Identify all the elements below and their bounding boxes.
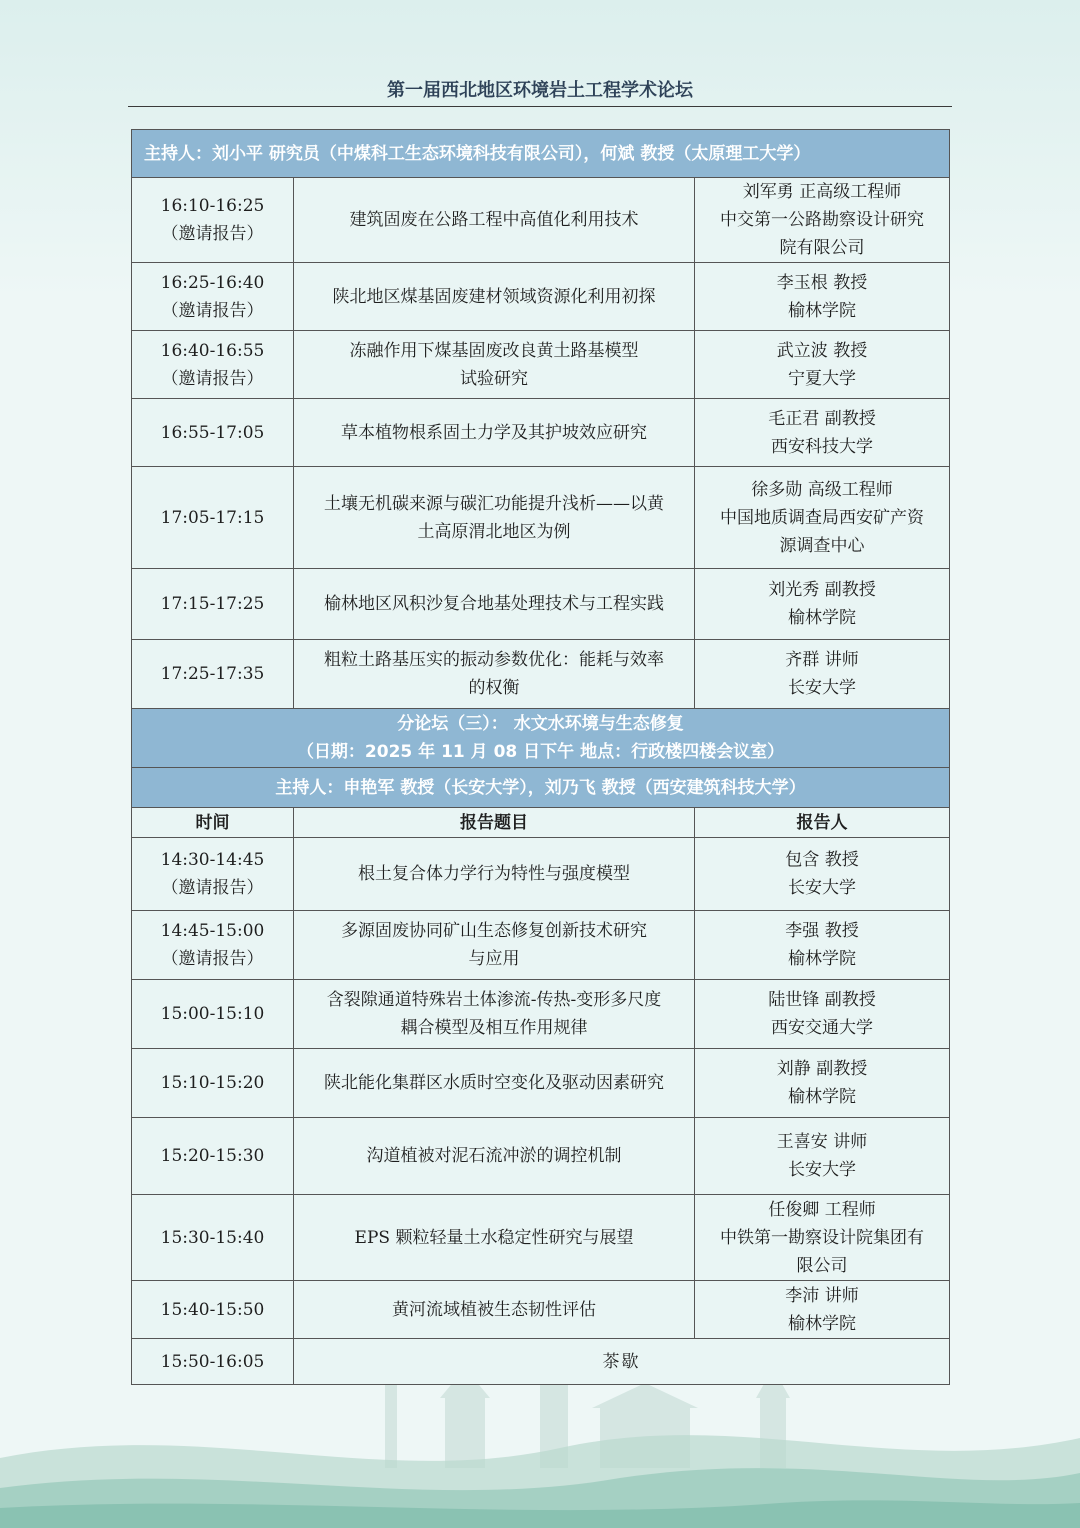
speaker-line: 榆林学院 <box>788 949 856 969</box>
speaker-cell <box>695 1049 950 1118</box>
speaker-line: 包含 教授 <box>785 850 859 870</box>
time-range: 15:40-15:50 <box>160 1299 265 1320</box>
topic-cell <box>294 399 695 467</box>
speaker-line: 李沛 讲师 <box>785 1285 859 1306</box>
speaker-cell <box>695 1195 950 1281</box>
speaker-line: 刘军勇 正高级工程师 <box>742 182 902 202</box>
speaker-line: 榆林学院 <box>788 300 856 321</box>
host-band <box>132 130 950 178</box>
speaker-line: 王喜安 讲师 <box>776 1132 868 1152</box>
time-range: 17:25-17:35 <box>160 664 265 684</box>
topic-line: 陕北地区煤基固废建材领域资源化利用初探 <box>332 286 656 307</box>
speaker-line: 中国地质调查局西安矿产资 <box>720 507 924 528</box>
topic-cell <box>294 838 695 911</box>
time-cell <box>132 1049 294 1118</box>
speaker-line: 源调查中心 <box>779 535 865 556</box>
break-label: 茶歇 <box>294 1339 950 1385</box>
speaker-cell <box>695 178 950 263</box>
speaker-line: 西安交通大学 <box>771 1018 873 1038</box>
topic-line: 耦合模型及相互作用规律 <box>400 1018 588 1038</box>
topic-line: 土高原渭北地区为例 <box>417 521 571 542</box>
topic-cell <box>294 640 695 709</box>
topic-cell <box>294 331 695 399</box>
speaker-line: 院有限公司 <box>779 238 865 258</box>
forum-band-cell <box>132 709 950 768</box>
topic-line: 黄河流域植被生态韧性评估 <box>392 1299 596 1320</box>
table-row <box>132 911 950 980</box>
topic-line: 试验研究 <box>460 368 528 389</box>
topic-cell <box>294 1281 695 1339</box>
time-cell <box>132 911 294 980</box>
host-band-forum3 <box>132 768 950 808</box>
time-range: 15:30-15:40 <box>160 1227 265 1248</box>
invited-tag: （邀请报告） <box>161 224 264 244</box>
table-row <box>132 467 950 569</box>
column-header-row <box>132 808 950 838</box>
speaker-line: 长安大学 <box>788 1160 856 1180</box>
speaker-line: 长安大学 <box>788 878 856 898</box>
time-cell <box>132 399 294 467</box>
topic-line: 含裂隙通道特殊岩土体渗流-传热-变形多尺度 <box>326 990 662 1010</box>
topic-line: 冻融作用下煤基固废改良黄土路基模型 <box>349 340 639 361</box>
time-range: 16:10-16:25 <box>160 196 265 216</box>
speaker-line: 齐群 讲师 <box>785 650 859 670</box>
speaker-cell <box>695 569 950 640</box>
speaker-line: 限公司 <box>796 1255 848 1276</box>
speaker-cell <box>695 331 950 399</box>
topic-cell <box>294 1195 695 1281</box>
speaker-line: 刘静 副教授 <box>776 1059 868 1079</box>
time-cell <box>132 640 294 709</box>
table-row <box>132 569 950 640</box>
table-row <box>132 263 950 331</box>
speaker-cell <box>695 911 950 980</box>
table-row <box>132 1281 950 1339</box>
topic-line: 沟道植被对泥石流冲淤的调控机制 <box>366 1146 622 1166</box>
speaker-line: 宁夏大学 <box>788 368 856 389</box>
time-range: 17:05-17:15 <box>160 507 265 528</box>
speaker-line: 榆林学院 <box>788 608 856 628</box>
document-header-title: 第一届西北地区环境岩土工程学术论坛 <box>128 74 952 107</box>
host-band-cell <box>132 130 950 178</box>
speaker-line: 中铁第一勘察设计院集团有 <box>720 1227 924 1248</box>
column-header-time: 时间 <box>132 808 294 838</box>
speaker-line: 李玉根 教授 <box>776 272 868 293</box>
topic-line: 陕北能化集群区水质时空变化及驱动因素研究 <box>324 1073 664 1093</box>
topic-line: 土壤无机碳来源与碳汇功能提升浅析——以黄 <box>324 493 664 514</box>
time-range: 15:10-15:20 <box>160 1073 265 1093</box>
invited-tag: （邀请报告） <box>161 368 264 389</box>
speaker-cell <box>695 399 950 467</box>
topic-line: EPS 颗粒轻量土水稳定性研究与展望 <box>354 1227 634 1248</box>
topic-cell <box>294 178 695 263</box>
time-cell <box>132 178 294 263</box>
speaker-line: 毛正君 副教授 <box>768 408 876 429</box>
time-range: 15:20-15:30 <box>160 1146 265 1166</box>
table-row <box>132 178 950 263</box>
topic-cell <box>294 911 695 980</box>
time-cell <box>132 263 294 331</box>
speaker-line: 武立波 教授 <box>776 340 868 361</box>
topic-line: 建筑固废在公路工程中高值化利用技术 <box>349 210 639 230</box>
time-range: 16:25-16:40 <box>160 272 265 293</box>
speaker-cell <box>695 1118 950 1195</box>
table-row <box>132 399 950 467</box>
topic-line: 根土复合体力学行为特性与强度模型 <box>358 864 630 884</box>
topic-line: 与应用 <box>468 949 520 969</box>
topic-cell <box>294 980 695 1049</box>
topic-cell <box>294 569 695 640</box>
speaker-cell <box>695 263 950 331</box>
table-row <box>132 838 950 911</box>
time-cell <box>132 980 294 1049</box>
table-row <box>132 1049 950 1118</box>
speaker-line: 中交第一公路勘察设计研究 <box>720 210 924 230</box>
invited-tag: （邀请报告） <box>161 949 264 969</box>
schedule-table <box>131 129 950 1385</box>
speaker-line: 徐多勋 高级工程师 <box>751 479 893 500</box>
speaker-cell <box>695 980 950 1049</box>
speaker-line: 西安科技大学 <box>771 436 873 457</box>
host-band-forum3-cell <box>132 768 950 808</box>
speaker-line: 陆世锋 副教授 <box>768 990 876 1010</box>
table-row <box>132 1118 950 1195</box>
topic-cell <box>294 1049 695 1118</box>
speaker-line: 榆林学院 <box>788 1087 856 1107</box>
speaker-cell <box>695 467 950 569</box>
topic-line: 多源固废协同矿山生态修复创新技术研究 <box>341 921 647 941</box>
time-cell <box>132 1281 294 1339</box>
topic-cell <box>294 263 695 331</box>
time-cell <box>132 569 294 640</box>
time-range: 17:15-17:25 <box>160 594 265 614</box>
column-header-topic: 报告题目 <box>294 808 695 838</box>
forum-band-text: 分论坛（三）： 水文水环境与生态修复 <box>397 714 684 734</box>
time-cell <box>132 838 294 911</box>
speaker-line: 长安大学 <box>788 678 856 698</box>
time-range: 16:40-16:55 <box>160 340 265 361</box>
speaker-line: 任俊卿 工程师 <box>768 1199 876 1220</box>
time-range: 16:55-17:05 <box>160 422 265 443</box>
topic-line: 榆林地区风积沙复合地基处理技术与工程实践 <box>324 594 664 614</box>
time-range: 14:30-14:45 <box>160 850 265 870</box>
topic-cell <box>294 467 695 569</box>
table-row <box>132 640 950 709</box>
break-row <box>132 1339 950 1385</box>
table-row <box>132 331 950 399</box>
invited-tag: （邀请报告） <box>161 878 264 898</box>
time-cell <box>132 1118 294 1195</box>
speaker-cell <box>695 640 950 709</box>
invited-tag: （邀请报告） <box>161 300 264 321</box>
time-range: 15:00-15:10 <box>160 1004 265 1024</box>
host-band-forum3-text: 主持人：申艳军 教授（长安大学），刘乃飞 教授（西安建筑科技大学） <box>275 777 806 798</box>
forum-band <box>132 709 950 768</box>
speaker-line: 榆林学院 <box>788 1313 856 1334</box>
forum-band-text: （日期：2025 年 11 月 08 日下午 地点：行政楼四楼会议室） <box>296 742 785 762</box>
speaker-line: 李强 教授 <box>785 921 859 941</box>
topic-line: 的权衡 <box>468 678 520 698</box>
table-row <box>132 1195 950 1281</box>
speaker-line: 刘光秀 副教授 <box>768 580 876 600</box>
host-band-text: 主持人：刘小平 研究员（中煤科工生态环境科技有限公司），何斌 教授（太原理工大学） <box>144 143 811 164</box>
column-header-speaker: 报告人 <box>695 808 950 838</box>
time-cell <box>132 331 294 399</box>
break-time: 15:50-16:05 <box>132 1339 294 1385</box>
topic-line: 草本植物根系固土力学及其护坡效应研究 <box>341 422 647 443</box>
time-cell <box>132 467 294 569</box>
topic-cell <box>294 1118 695 1195</box>
speaker-cell <box>695 838 950 911</box>
time-range: 14:45-15:00 <box>160 921 265 941</box>
table-row <box>132 980 950 1049</box>
time-cell <box>132 1195 294 1281</box>
topic-line: 粗粒土路基压实的振动参数优化：能耗与效率 <box>324 650 664 670</box>
speaker-cell <box>695 1281 950 1339</box>
